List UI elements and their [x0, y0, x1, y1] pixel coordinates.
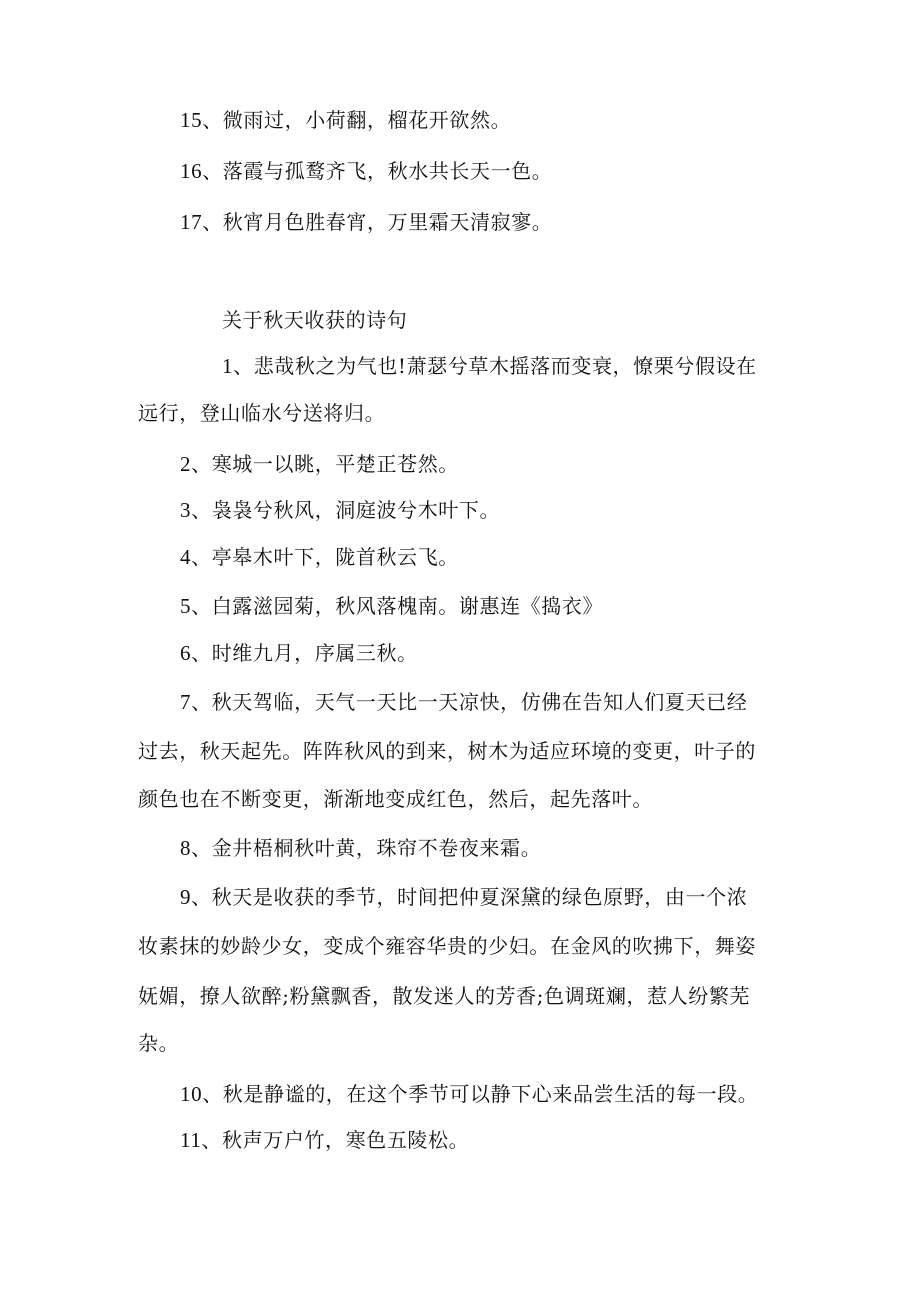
poem-item-7: 7、秋天驾临，天气一天比一天凉快，仿佛在告知人们夏天已经	[180, 690, 748, 714]
poem-item-8: 8、金井梧桐秋叶黄，珠帘不卷夜来霜。	[180, 836, 542, 860]
poem-item-11: 11、秋声万户竹，寒色五陵松。	[180, 1128, 470, 1152]
poem-item-9-line-2: 妆素抹的妙龄少女，变成个雍容华贵的少妇。在金风的吹拂下，舞姿	[138, 934, 756, 958]
poem-item-2: 2、寒城一以眺，平楚正苍然。	[180, 452, 459, 476]
poem-item-7-line-3: 颜色也在不断变更，渐渐地变成红色，然后，起先落叶。	[138, 787, 653, 811]
poem-item-7-line-2: 过去，秋天起先。阵阵秋风的到来，树木为适应环境的变更，叶子的	[138, 739, 756, 763]
poem-item-4: 4、亭皋木叶下，陇首秋云飞。	[180, 545, 459, 569]
poem-item-3: 3、袅袅兮秋风，洞庭波兮木叶下。	[180, 498, 501, 522]
poem-item-6: 6、时维九月，序属三秋。	[180, 641, 418, 665]
poem-item-9-line-4: 杂。	[138, 1031, 180, 1055]
poem-item-1-continuation: 远行，登山临水兮送将归。	[138, 401, 386, 425]
poem-item-9-line-3: 妩媚，撩人欲醉;粉黛飘香，散发迷人的芳香;色调斑斓，惹人纷繁芜	[138, 984, 751, 1008]
poem-item-5: 5、白露滋园菊，秋风落槐南。谢惠连《捣衣》	[180, 594, 604, 618]
poem-line-15: 15、微雨过，小荷翻，榴花开欲然。	[180, 108, 512, 132]
poem-item-10: 10、秋是静谧的，在这个季节可以静下心来品尝生活的每一段。	[180, 1082, 759, 1106]
section-title: 关于秋天收获的诗句	[222, 308, 408, 332]
poem-line-16: 16、落霞与孤鹜齐飞，秋水共长天一色。	[180, 159, 553, 183]
poem-item-1: 1、悲哉秋之为气也!萧瑟兮草木摇落而变衰，憭栗兮假设在	[222, 354, 757, 378]
poem-line-17: 17、秋宵月色胜春宵，万里霜天清寂寥。	[180, 210, 553, 234]
poem-item-9: 9、秋天是收获的季节，时间把仲夏深黛的绿色原野，由一个浓	[180, 885, 748, 909]
